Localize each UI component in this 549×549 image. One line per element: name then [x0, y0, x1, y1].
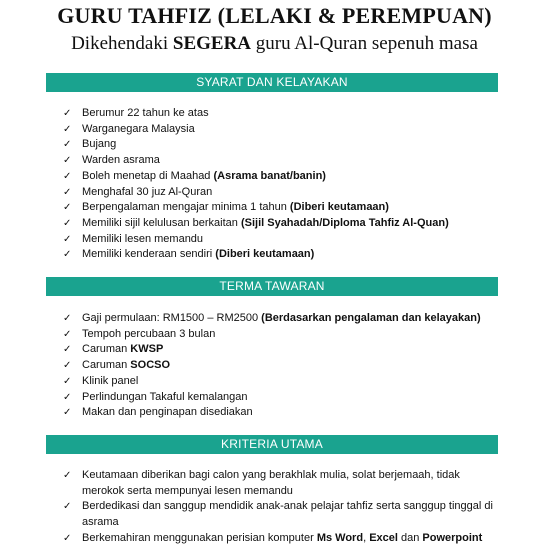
item-text: Boleh menetap di Maahad — [82, 169, 214, 182]
item-text: Berdedikasi dan sanggup mendidik anak-anak pelajar tahfiz serta sanggup tinggal di asrama — [82, 500, 493, 529]
list-item — [63, 358, 481, 374]
item-bold-text: (Diberi keutamaan) — [215, 248, 315, 261]
item-bold-text: Ms Word — [316, 531, 364, 544]
item-text: Gaji permulaan: RM1500 – RM2500 — [82, 312, 262, 324]
list-item — [63, 169, 449, 185]
list-item — [63, 531, 502, 547]
check-icon: ✓ — [63, 123, 72, 135]
list-item — [63, 311, 481, 327]
check-icon: ✓ — [63, 344, 72, 356]
subtitle-text: Dikehendaki — [71, 33, 173, 54]
subtitle-text-end: guru Al-Quran sepenuh masa — [251, 33, 478, 54]
item-text: Tempoh percubaan 3 bulan — [82, 327, 216, 340]
item-text: Caruman — [82, 359, 131, 372]
list-item — [63, 390, 481, 406]
item-text: Makan dan penginapan disediakan — [82, 406, 253, 419]
item-text: Caruman — [82, 343, 131, 356]
check-icon: ✓ — [63, 407, 72, 419]
item-text: Perlindungan Takaful kemalangan — [82, 390, 248, 403]
check-icon: ✓ — [63, 375, 72, 387]
item-text: Keutamaan diberikan bagi calon yang berakhlak mulia, solat berjemaah, tidak merokok serta mempunyai lesen memandu — [82, 469, 460, 497]
list-item — [63, 374, 481, 390]
item-text: Memiliki kenderaan sendiri — [82, 248, 216, 261]
list-item — [63, 232, 449, 248]
check-icon: ✓ — [63, 249, 72, 261]
item-bold-text: Excel — [369, 531, 398, 544]
list-item — [63, 247, 449, 263]
check-icon: ✓ — [63, 328, 72, 340]
item-text: , — [363, 531, 370, 544]
offer-terms-list — [63, 311, 481, 421]
item-bold-text: (Asrama banat/banin) — [213, 169, 326, 182]
item-text: Warganegara Malaysia — [82, 122, 195, 135]
page-title: GURU TAHFIZ (LELAKI & PEREMPUAN) — [57, 3, 492, 28]
list-item — [63, 468, 502, 499]
list-item — [63, 216, 449, 232]
check-icon: ✓ — [63, 501, 72, 513]
section-heading-requirements: SYARAT DAN KELAYAKAN — [46, 73, 498, 92]
list-item — [63, 106, 449, 122]
requirements-list — [63, 106, 449, 263]
list-item — [63, 137, 449, 153]
check-icon: ✓ — [63, 313, 72, 324]
list-item — [63, 185, 449, 201]
list-item — [63, 405, 481, 421]
main-criteria-list — [63, 468, 502, 547]
list-item — [63, 499, 502, 530]
item-text: Warden asrama — [82, 154, 160, 167]
item-text: Berumur 22 tahun ke atas — [82, 107, 209, 119]
item-bold-text: (Sijil Syahadah/Diploma Tahfiz Al-Quan) — [240, 216, 449, 229]
check-icon: ✓ — [63, 360, 72, 372]
item-text: Berkemahiran menggunakan perisian komputer — [82, 531, 317, 544]
list-item — [63, 342, 481, 358]
item-bold-text: (Diberi keutamaan) — [289, 201, 389, 214]
check-icon: ✓ — [63, 170, 72, 182]
check-icon: ✓ — [63, 532, 72, 544]
list-item — [63, 327, 481, 343]
list-item — [63, 153, 449, 169]
check-icon: ✓ — [63, 139, 72, 151]
subtitle-highlight: SEGERA — [172, 33, 252, 54]
page-subtitle — [0, 31, 549, 57]
check-icon: ✓ — [63, 108, 72, 119]
item-text: Memiliki lesen memandu — [82, 232, 204, 245]
check-icon: ✓ — [63, 202, 72, 214]
item-bold-text: KWSP — [130, 343, 164, 356]
item-bold-text: SOCSO — [130, 359, 171, 372]
check-icon: ✓ — [63, 233, 72, 245]
check-icon: ✓ — [63, 391, 72, 403]
check-icon: ✓ — [63, 217, 72, 229]
list-item — [63, 122, 449, 138]
item-text: Menghafal 30 juz Al-Quran — [82, 185, 213, 198]
item-bold-text: Powerpoint — [422, 531, 483, 544]
section-heading-main-criteria: KRITERIA UTAMA — [46, 435, 498, 454]
item-text: dan — [397, 531, 423, 544]
check-icon: ✓ — [63, 155, 72, 167]
item-text: Bujang — [82, 138, 117, 151]
section-heading-offer-terms: TERMA TAWARAN — [46, 277, 498, 296]
item-text: Klinik panel — [82, 374, 139, 387]
list-item — [63, 200, 449, 216]
item-text: Berpengalaman mengajar minima 1 tahun — [82, 201, 290, 214]
check-icon: ✓ — [63, 186, 72, 198]
item-bold-text: (Berdasarkan pengalaman dan kelayakan) — [261, 312, 481, 324]
item-text: Memiliki sijil kelulusan berkaitan — [82, 216, 241, 229]
check-icon: ✓ — [63, 470, 72, 481]
